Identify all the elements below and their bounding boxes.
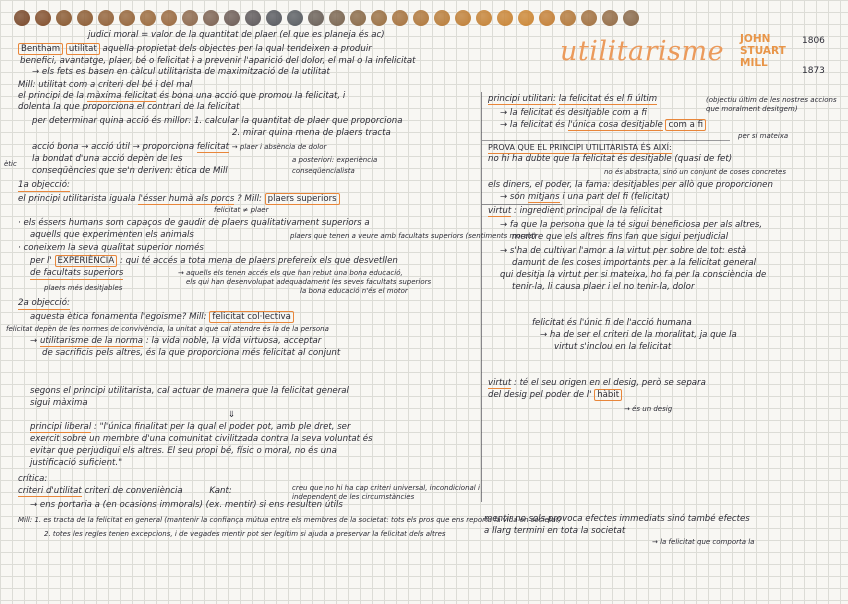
keyword-virtut-origen: virtut [488,378,512,388]
death-year: 1873 [802,66,825,76]
note-line [30,256,398,267]
keyword-com-a-fi: com a fi [665,119,706,131]
note-text: → la felicitat és [500,120,566,130]
note-line: → fa que la persona que la té sigui beneficiosa per als altres, [500,220,763,230]
note-line: mentir no sols provoca efectes immediats sinó també efectes [484,514,750,524]
binder-hole [35,10,51,26]
note-text: → la felicitat és desitjable [500,108,610,118]
note-text: del desig pel poder de l' [488,390,592,400]
binder-hole [56,10,72,26]
page-title: utilitarisme [560,36,725,67]
keyword-utilitat: utilitat [66,43,100,55]
binder-hole [182,10,198,26]
note-line: virtut s'inclou en la felicitat [554,342,672,352]
note-line: 2. mirar quina mena de plaers tracta [232,128,391,138]
note-line: qui desitja la virtut per si mateixa, ho fa per la consciència de [500,270,767,280]
note-text: : qui té accés a tota mena de plaers prefereix els que desvetllen [119,256,398,266]
note-line: per determinar quina acció és millor: 1. calcular la quantitat de plaer que proporciona [32,116,403,126]
note-line: els diners, el poder, la fama: desitjables per allò que proporcionen [488,180,773,190]
note-line: felicitat és l'únic fi de l'acció humana [532,318,692,328]
note-line: 2. totes les regles tenen excepcions, i de vegades mentir pot ser legítim si ajuda a preservar la felicitat dels altres [44,530,446,538]
note-line [214,206,268,215]
note-line: judici moral = valor de la quantitat de plaer (el que es planeja és ac) [88,30,385,40]
note-line: · coneixem la seva qualitat superior només [18,243,204,253]
note-line: tenir-la, li causa plaer i el no tenir-la, dolor [512,282,695,292]
note-line: benefici, avantatge, plaer, bé o felicitat i a prevenir l'aparició del dolor, el mal o la infelicitat [20,56,416,66]
note-line: per si mateixa [738,132,789,140]
note-line: mentre que els altres fins fan que sigui perjudicial [512,232,729,242]
author-middle-name: STUART [740,45,786,57]
binder-hole [539,10,555,26]
binder-hole [98,10,114,26]
binder-hole [224,10,240,26]
note-text: ≠ [242,206,249,214]
note-line: creu que no hi ha cap criteri universal, incondicional i independent de les circumstàncies [292,484,480,501]
note-line: sigui màxima [30,398,88,408]
keyword-virtut: virtut [488,206,512,216]
note-line [18,44,372,55]
note-text: → són [500,192,526,202]
note-line: conseqüències que se'n deriven: ètica de Mill [32,166,228,176]
note-line [18,486,232,497]
note-text: plaer [250,206,269,214]
note-line: · els éssers humans som capaços de gaudir de plaers qualitativament superiors a [18,218,370,228]
note-text: Kant: [209,486,232,496]
note-line: Mill: 1. es tracta de la felicitat en general (mantenir la confiança mútua entre els membres de la societat: tots els pros que ens reporta la vida en societat) [18,516,562,524]
note-line: → els fets es basen en càlcul utilitarista de maximització de la utilitat [32,67,330,77]
binder-hole [455,10,471,26]
note-line: → s'ha de cultivar l'amor a la virtut per sobre de tot: està [500,246,747,256]
note-line: justificació suficient." [30,458,123,468]
note-line: plaers que tenen a veure amb facultats superiors (sentiments morals) [290,232,537,240]
margin-note: ètic [4,160,17,168]
section-heading-critica: crítica: [18,474,48,484]
note-line [32,142,326,153]
note-line: no és abstracta, sinó un conjunt de coses concretes [604,168,786,176]
keyword-maxima-felicitat: màxima felicitat [86,91,157,101]
binder-hole [266,10,282,26]
note-text: criteri de conveniència [84,486,183,496]
binder-hole [392,10,408,26]
note-line [500,120,706,131]
binder-hole [623,10,639,26]
keyword-felicitat-collectiva: felicitat col·lectiva [209,311,294,323]
keyword-utilitarisme-norma: utilitarisme de la norma [39,336,144,346]
note-line: els qui han desenvolupat adequadament les seves facultats superiors [186,278,432,286]
binder-hole [434,10,450,26]
divider-line [482,204,562,205]
author-first-name: JOHN [740,33,771,45]
binder-hole [329,10,345,26]
note-line [30,422,351,433]
note-line: felicitat depèn de les normes de convivència, la unitat a que cal atendre és la de la persona [6,325,329,333]
binder-hole [140,10,156,26]
binder-hole [77,10,93,26]
author-last-name: MILL [740,57,768,69]
binder-hole [350,10,366,26]
note-line: → ens portaria a (en ocasions immorals) (ex. mentir) si ens resulten útils [30,500,343,510]
binder-hole [476,10,492,26]
note-text: → plaer i absència de dolor [231,143,327,151]
note-line [18,194,340,205]
note-text: felicitat [214,206,241,214]
note-text: aquella propietat dels objectes per la qual tendeixen a produir [102,44,372,54]
note-line: Mill: utilitat com a criteri del bé i del mal [18,80,193,90]
binder-hole [14,10,30,26]
note-text: el principi utilitarista iguala [18,194,136,204]
section-heading-objeccio-1: 1a objecció: [18,180,70,190]
note-line: exercit sobre un membre d'una comunitat civilitzada contra la seva voluntat és [30,434,373,444]
keyword-unica-cosa-desitjable: l'única cosa desitjable [567,120,663,130]
note-line [488,390,622,401]
note-text: : té el seu origen en el desig, però se separa [513,378,706,388]
column-divider [481,92,482,502]
note-line: conseqüencialista [292,167,355,175]
keyword-fi-ultim: la felicitat és el fi últim [558,94,658,104]
note-line [488,206,662,217]
down-arrow: ⇓ [228,410,236,420]
note-line [500,192,670,203]
note-line: → aquells els tenen accés els que han rebut una bona educació, [178,269,403,277]
note-line: la bondat d'una acció depèn de les [32,154,183,164]
note-text: ? Mill: [237,194,262,204]
binder-hole [497,10,513,26]
keyword-mitjans: mitjans [527,192,560,202]
section-heading-objeccio-2: 2a objecció: [18,298,70,308]
keyword-principi-liberal: principi liberal [30,422,92,432]
note-text: per l' [30,256,52,266]
keyword-plaers-superiors: plaers superiors [265,193,340,205]
note-text: com a fi [612,108,647,118]
keyword-porcs: l'ésser humà als porcs [138,194,235,204]
note-text: és bona una acció que promou la felicitat, i [159,91,346,101]
binder-hole [119,10,135,26]
note-line: segons el principi utilitarista, cal actuar de manera que la felicitat general [30,386,349,396]
note-text: : ingredient principal de la felicitat [513,206,663,216]
note-line: → ha de ser el criteri de la moralitat, ja que la [540,330,737,340]
note-line: no hi ha dubte que la felicitat és desitjable (quasi de fet) [488,154,733,164]
binder-hole [518,10,534,26]
note-text: aquesta ètica fonamenta l'egoisme? Mill: [30,312,207,322]
divider-line [482,140,730,141]
note-text: el principi de la [18,91,85,101]
note-text: : "l'única finalitat per la qual el poder pot, amb ple dret, ser [93,422,351,432]
binder-hole [371,10,387,26]
binder-hole [245,10,261,26]
keyword-felicitat: felicitat [196,142,230,152]
note-line: a llarg termini en tota la societat [484,526,626,536]
binder-hole [287,10,303,26]
note-text: : la vida noble, la vida virtuosa, acceptar [145,336,322,346]
binder-hole [560,10,576,26]
note-line [488,378,706,389]
note-line [30,336,321,347]
note-text: → [30,336,38,346]
keyword-bentham: Bentham [18,43,63,55]
binder-hole [413,10,429,26]
note-text: i una part del fi (felicitat) [562,192,670,202]
note-line [18,91,345,102]
binder-hole [581,10,597,26]
note-line: plaers més desitjables [44,284,123,292]
keyword-experiencia: EXPERIÈNCIA [55,255,118,267]
section-heading-prova: PROVA QUE EL PRINCIPI UTILITARISTA ÉS AIXÍ: [488,143,672,152]
note-line: de sacrificis pels altres, és la que proporciona més felicitat al conjunt [42,348,341,358]
binder-hole [602,10,618,26]
keyword-habit: hàbit [594,389,622,401]
note-line [500,108,647,119]
note-line [488,94,657,105]
note-line: dolenta la que proporciona el contrari de la felicitat [18,102,240,112]
keyword-criteri-utilitat: criteri d'utilitat [18,486,82,496]
note-line: → és un desig [624,405,673,413]
binder-hole [308,10,324,26]
note-line: evitar que perjudiqui els altres. El seu propi bé, físic o moral, no és una [30,446,337,456]
note-text: acció bona → acció útil → proporciona [32,142,195,152]
note-line: damunt de les coses importants per a la felicitat general [512,258,757,268]
note-line: de facultats superiors [30,268,124,278]
keyword-principi-utilitari: principi utilitari: [488,94,556,104]
note-line: la bona educació n'és el motor [300,287,408,295]
note-line [30,312,294,323]
note-line: → la felicitat que comporta la [652,538,755,546]
note-line: a posteriori: experiència [292,156,378,164]
binder-holes [14,6,834,30]
binder-hole [161,10,177,26]
birth-year: 1806 [802,36,825,46]
note-line: aquells que experimenten els animals [30,230,194,240]
binder-hole [203,10,219,26]
note-line: (objectiu últim de les nostres accions que moralment desitgem) [706,96,837,113]
